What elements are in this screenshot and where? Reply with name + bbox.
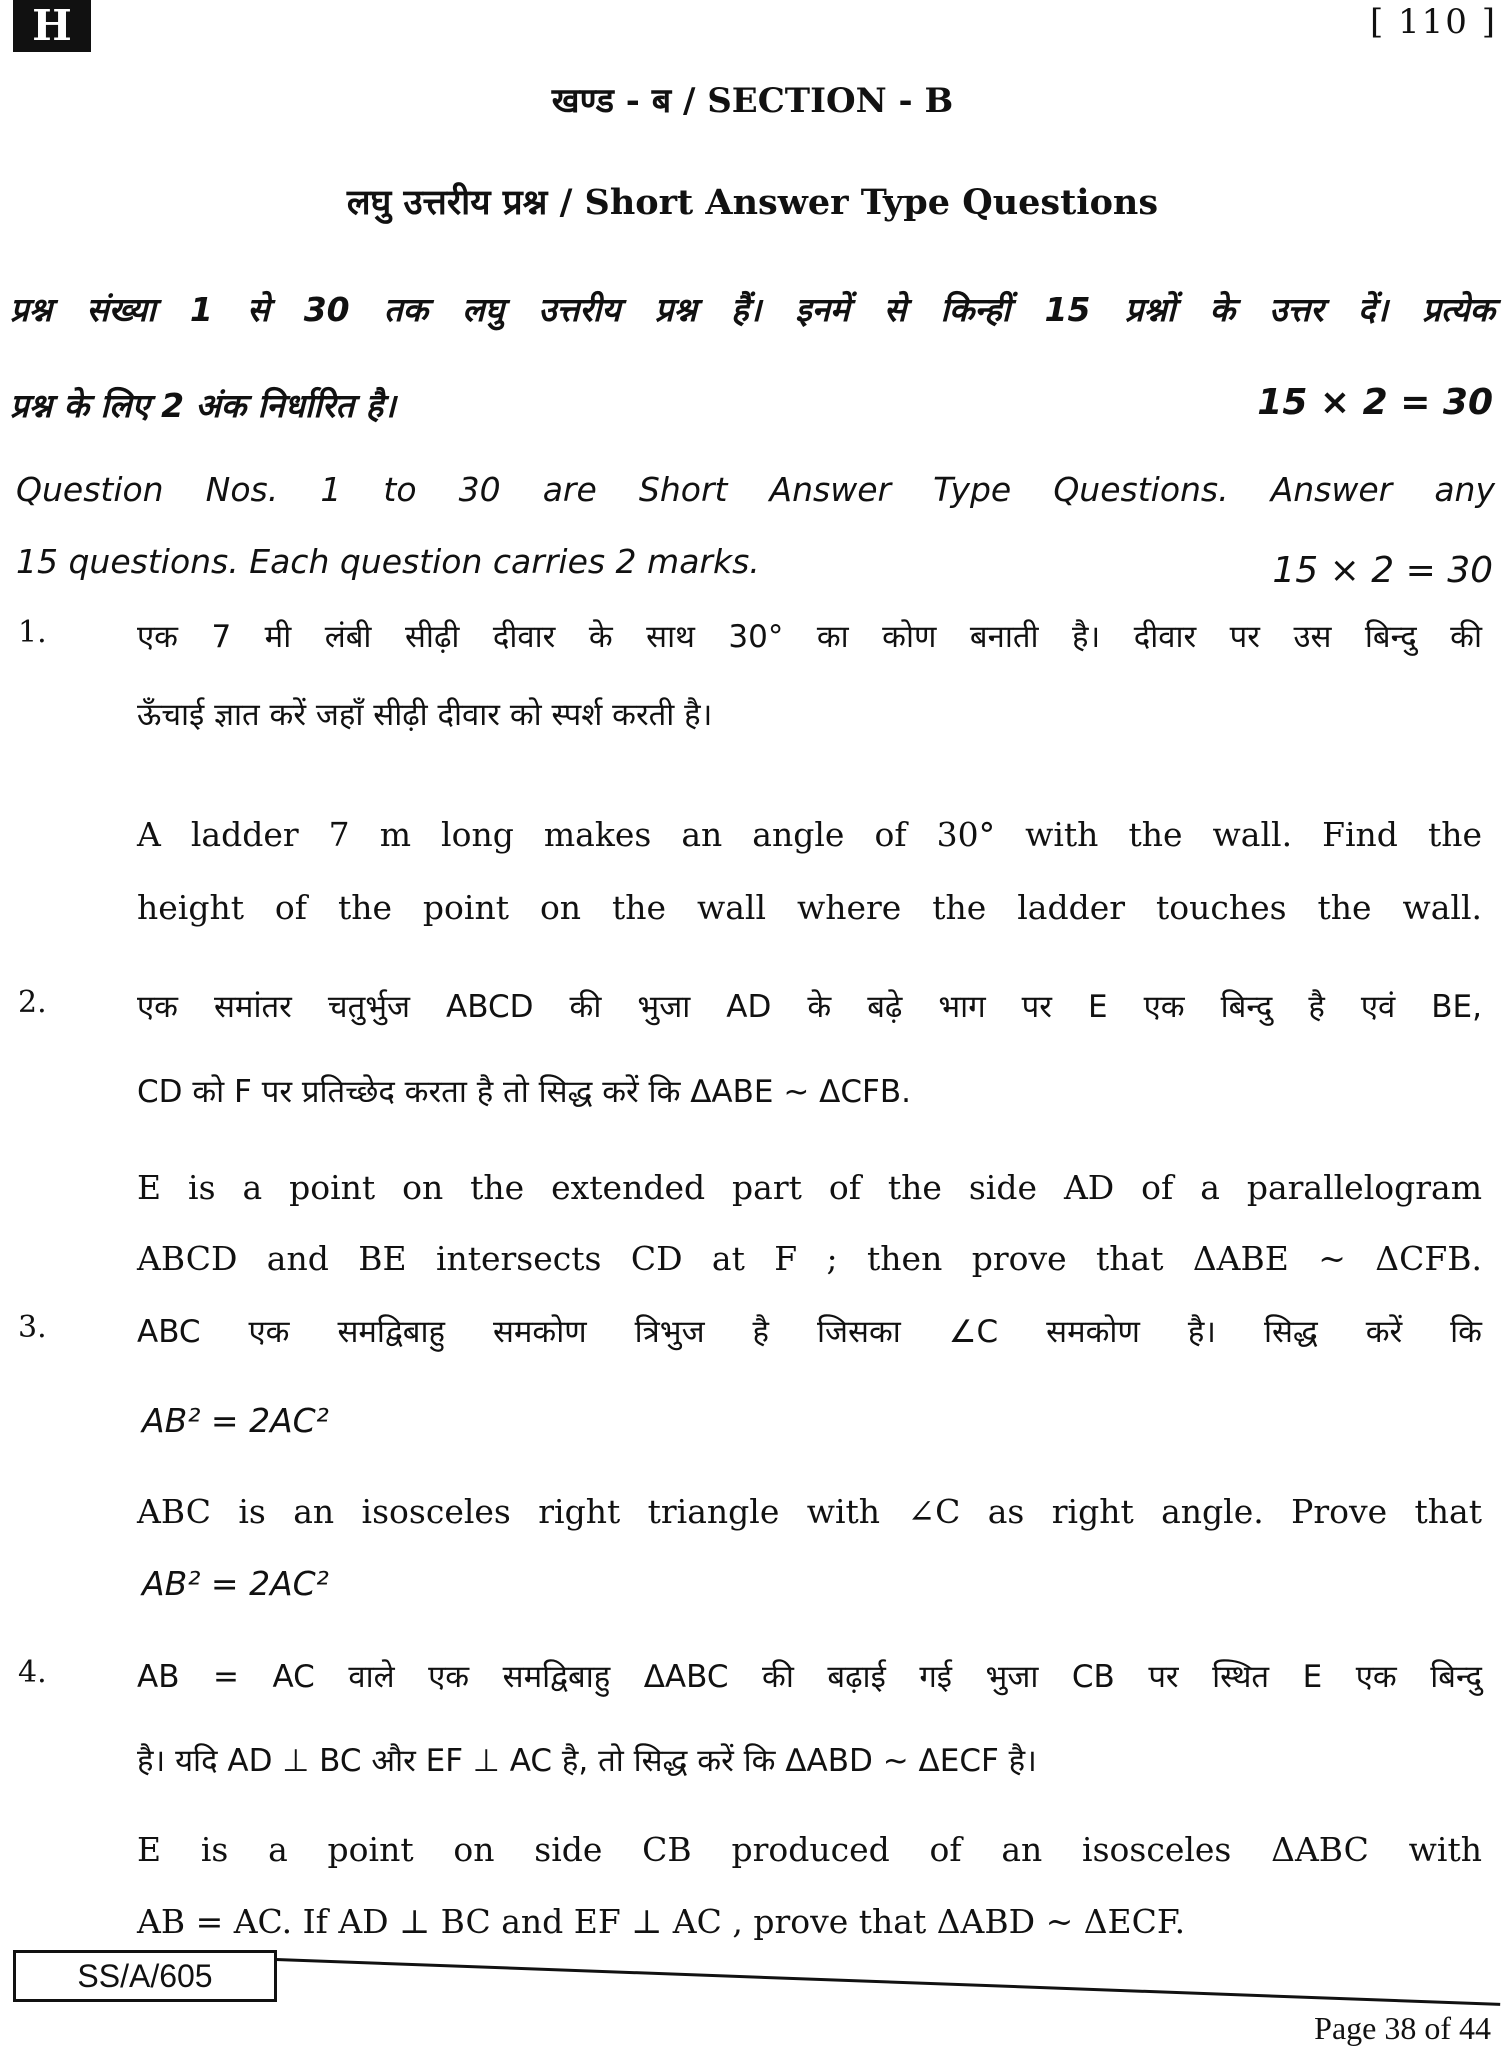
- question-4-english-line2: AB = AC. If AD ⊥ BC and EF ⊥ AC , prove that ΔABD ~ ΔECF.: [137, 1902, 1186, 1941]
- question-number: 3.: [18, 1310, 47, 1345]
- instruction-hindi-line2: प्रश्न के लिए 2 अंक निर्धारित है।: [10, 386, 396, 425]
- paper-reference: [ 110 ]: [1369, 2, 1497, 42]
- question-1-hindi-line1: एक 7 मी लंबी सीढ़ी दीवार के साथ 30° का कोण बनाती है। दीवार पर उस बिन्दु की: [137, 619, 1482, 655]
- question-2-english-line2: ABCD and BE intersects CD at F ; then prove that ΔABE ~ ΔCFB.: [137, 1239, 1482, 1278]
- question-4-hindi-line1: AB = AC वाले एक समद्विबाहु ΔABC की बढ़ाई गई भुजा CB पर स्थित E एक बिन्दु: [137, 1659, 1482, 1695]
- question-number: 2.: [18, 985, 47, 1020]
- page-number: Page 38 of 44: [1314, 2010, 1491, 2046]
- paper-set-badge: H: [13, 0, 91, 52]
- footer-divider: [276, 1958, 1500, 2006]
- instruction-hindi-line1: प्रश्न संख्या 1 से 30 तक लघु उत्तरीय प्रश्न हैं। इनमें से किन्हीं 15 प्रश्नों के उत्तर दें। प्रत्येक: [10, 290, 1495, 329]
- instruction-hindi-marks: 15 × 2 = 30: [1257, 382, 1493, 423]
- question-2-hindi-line2: CD को F पर प्रतिच्छेद करता है तो सिद्ध करें कि ΔABE ~ ΔCFB.: [137, 1074, 911, 1110]
- question-number: 1.: [18, 615, 47, 650]
- instruction-english-marks: 15 × 2 = 30: [1272, 550, 1493, 591]
- question-2-english-line1: E is a point on the extended part of the side AD of a parallelogram: [137, 1168, 1482, 1207]
- question-3-english-line1: ABC is an isosceles right triangle with ∠C as right angle. Prove that: [137, 1492, 1482, 1531]
- question-1-hindi-line2: ऊँचाई ज्ञात करें जहाँ सीढ़ी दीवार को स्पर्श करती है।: [137, 697, 713, 733]
- question-3-hindi-line1: ABC एक समद्विबाहु समकोण त्रिभुज है जिसका ∠C समकोण है। सिद्ध करें कि: [137, 1314, 1482, 1350]
- question-3-english-equation: AB² = 2AC²: [142, 1564, 329, 1603]
- question-4-english-line1: E is a point on side CB produced of an isosceles ΔABC with: [137, 1830, 1482, 1869]
- question-2-hindi-line1: एक समांतर चतुर्भुज ABCD की भुजा AD के बढ़े भाग पर E एक बिन्दु है एवं BE,: [137, 989, 1482, 1025]
- question-1-english-line1: A ladder 7 m long makes an angle of 30° with the wall. Find the: [137, 815, 1482, 854]
- section-subtitle: लघु उत्तरीय प्रश्न / Short Answer Type Questions: [346, 182, 1159, 223]
- question-1-english-line2: height of the point on the wall where the ladder touches the wall.: [137, 888, 1482, 927]
- paper-code: SS/A/605: [13, 1950, 277, 2002]
- question-number: 4.: [18, 1655, 47, 1690]
- instruction-english-line2: 15 questions. Each question carries 2 marks.: [16, 542, 760, 581]
- question-3-equation: AB² = 2AC²: [142, 1401, 329, 1440]
- question-4-hindi-line2: है। यदि AD ⊥ BC और EF ⊥ AC है, तो सिद्ध करें कि ΔABD ~ ΔECF है।: [137, 1743, 1037, 1779]
- instruction-english-line1: Question Nos. 1 to 30 are Short Answer Type Questions. Answer any: [16, 470, 1495, 509]
- section-title: खण्ड - ब / SECTION - B: [551, 81, 954, 121]
